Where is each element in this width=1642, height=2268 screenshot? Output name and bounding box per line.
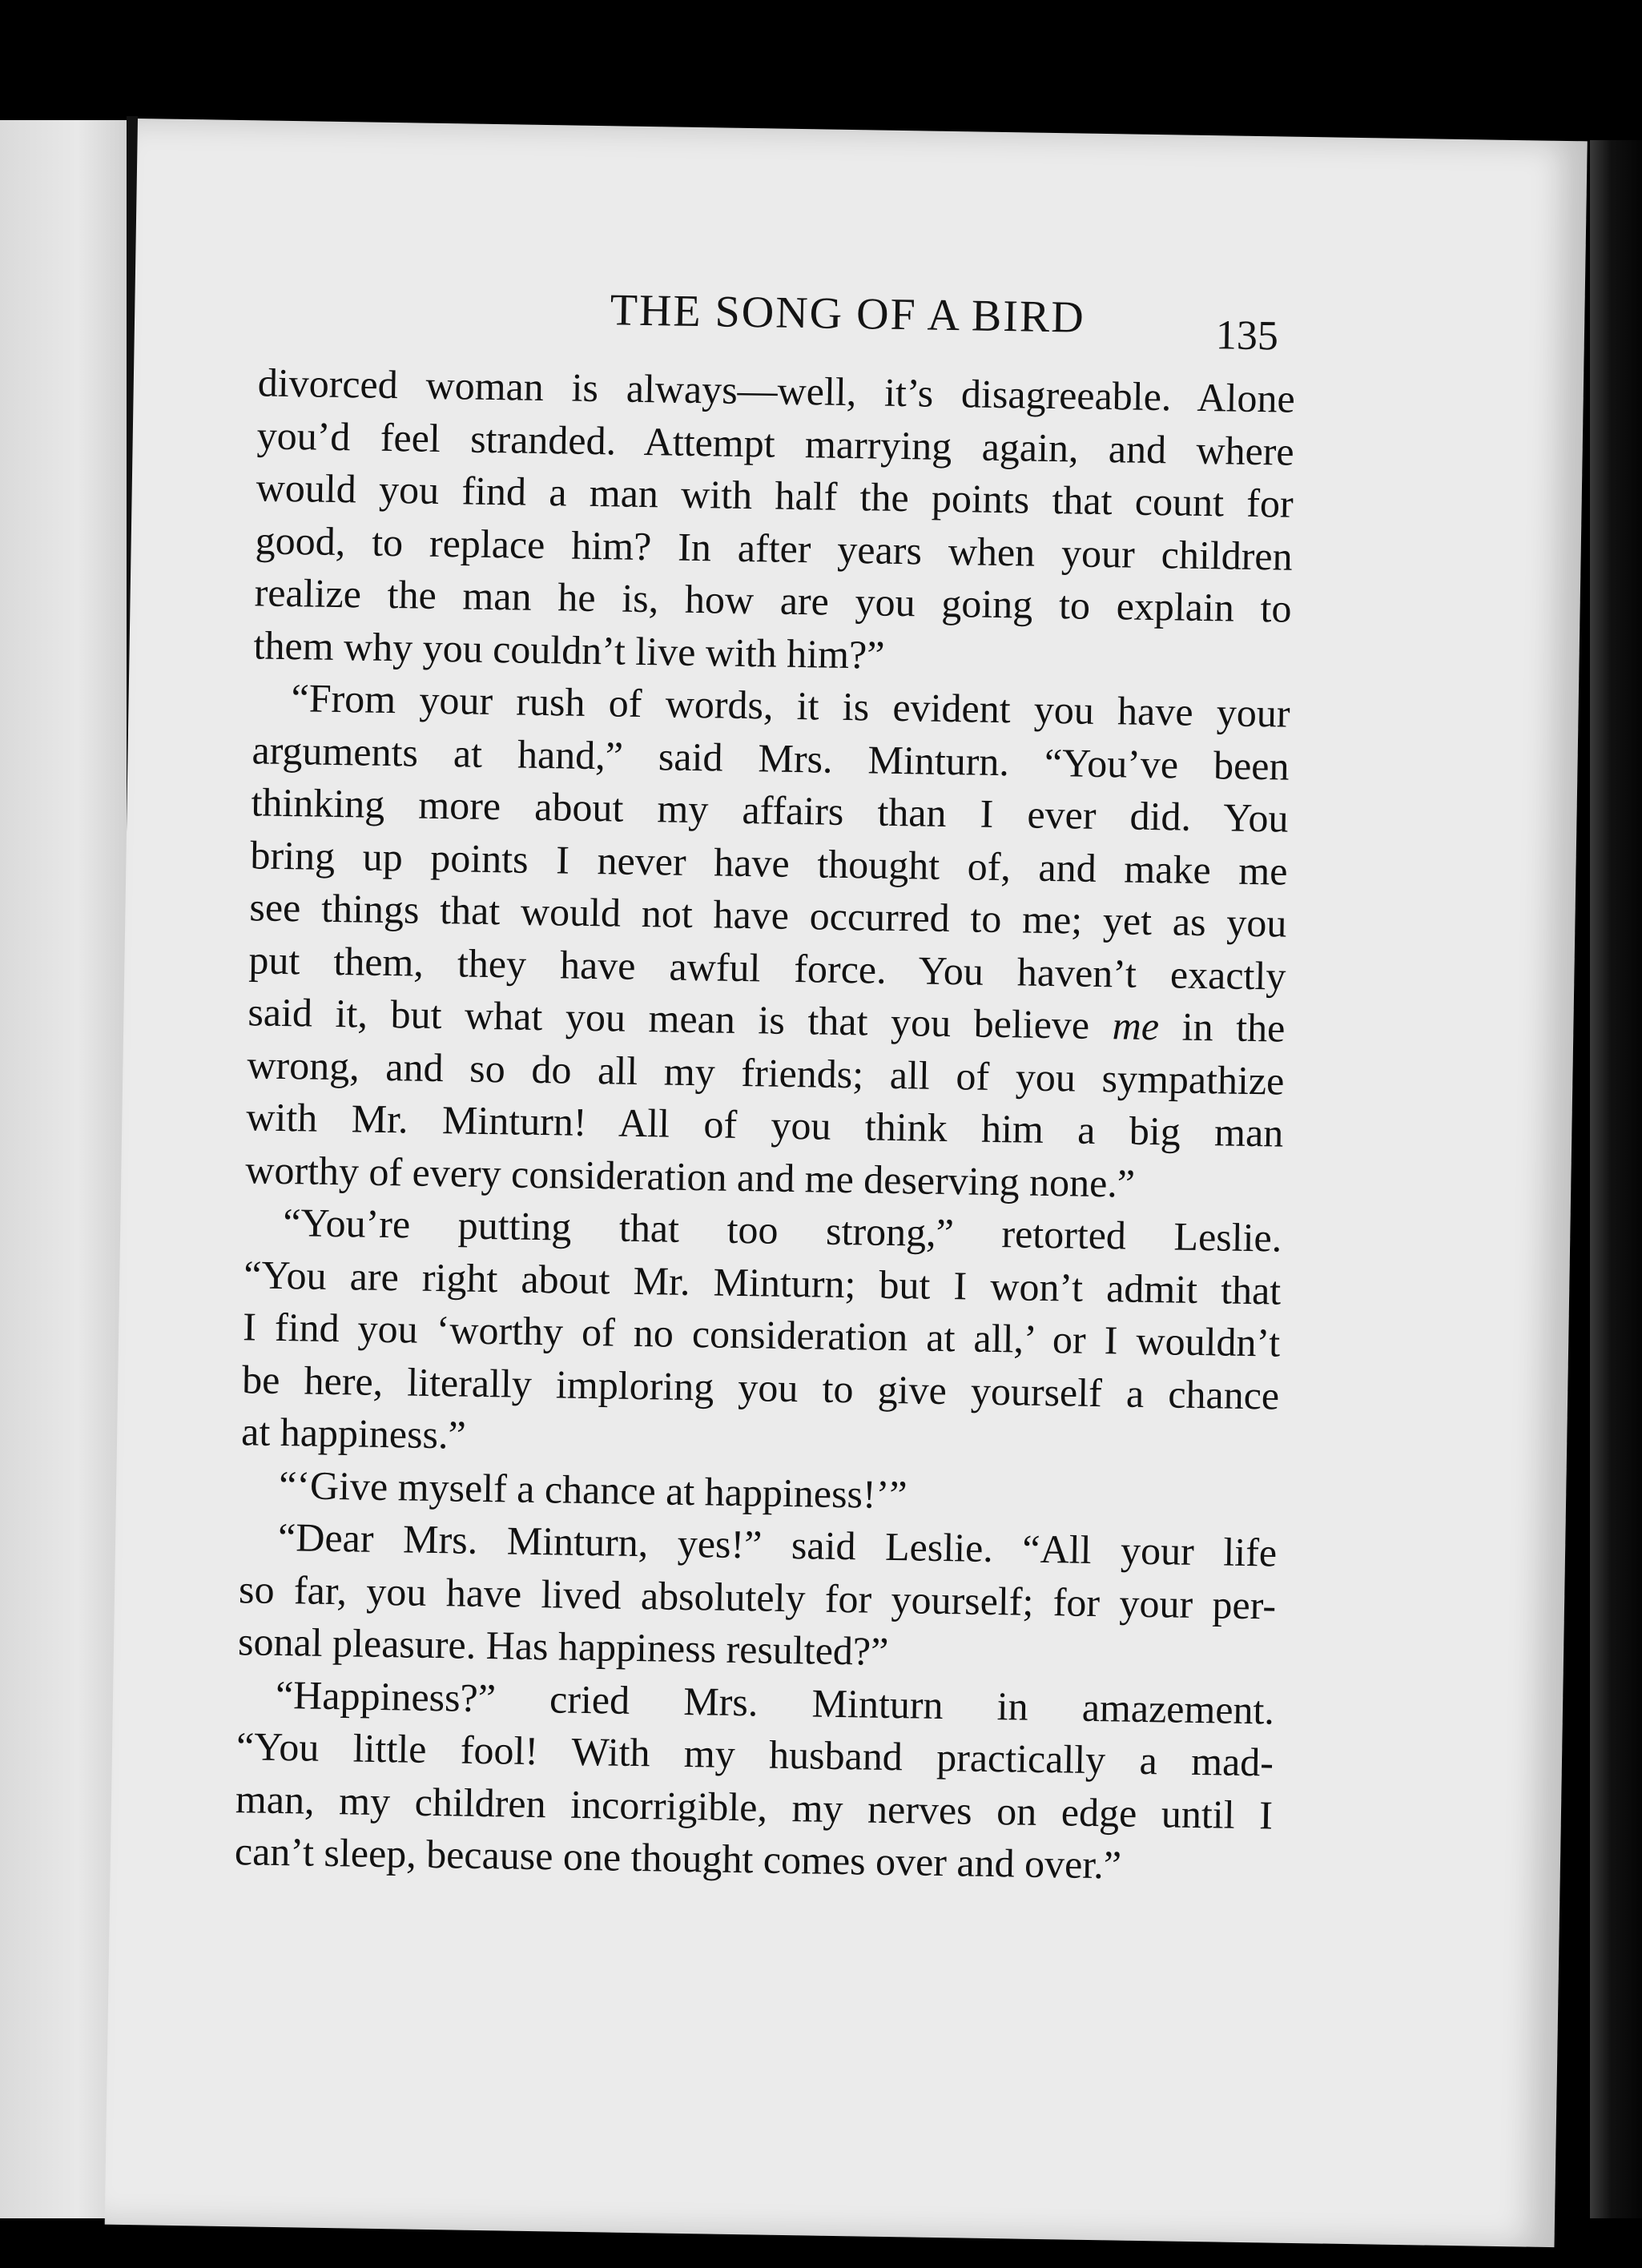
text-line: “You’re putting that too strong,” retorted Leslie. <box>282 1200 1282 1261</box>
text-line: realize the man he is, how are you going to explain to <box>254 569 1293 631</box>
text-line: can’t sleep, because one thought comes over and over.” <box>234 1828 1122 1888</box>
text-line: put them, they have awful force. You haven’t exactly <box>248 936 1286 999</box>
text-line: at happiness.” <box>240 1409 467 1458</box>
text-line: arguments at hand,” said Mrs. Minturn. “You’ve been <box>252 726 1290 789</box>
text-line: “You are right about Mr. Minturn; but I won’t admit that <box>243 1251 1282 1313</box>
text-line: sonal pleasure. Has happiness resulted?” <box>237 1619 889 1674</box>
page-number: 135 <box>1215 312 1279 360</box>
text-line: I find you ‘worthy of no consideration at all,’ or I wouldn’t <box>242 1304 1281 1365</box>
text-line: be here, literally imploring you to give yourself a chance <box>241 1356 1280 1418</box>
running-head: THE SONG OF A BIRD <box>610 285 1086 343</box>
body-text <box>235 356 1296 1894</box>
text-line: see things that would not have occurred to me; yet as you <box>249 884 1287 946</box>
text-line: man, my children incorrigible, my nerves on edge until I <box>235 1775 1274 1838</box>
text-line: “‘Give myself a chance at happiness!’” <box>278 1462 908 1517</box>
text-line: worthy of every consideration and me deserving none.” <box>244 1146 1136 1206</box>
text-line: so far, you have lived absolutely for yourself; for your per- <box>238 1566 1277 1628</box>
book-page <box>105 119 1588 2247</box>
text-line: them why you couldn’t live with him?” <box>253 621 885 678</box>
text-line: divorced woman is always—well, it’s disagreeable. Alone <box>257 360 1296 421</box>
text-line: said it, but what you mean is that you believe me in the <box>248 989 1286 1051</box>
text-line: “You little fool! With my husband practically a mad- <box>235 1723 1274 1785</box>
text-line: wrong, and so do all my friends; all of you sympathize <box>247 1041 1285 1104</box>
text-line: good, to replace him? In after years when your children <box>255 517 1294 579</box>
text-line: bring up points I never have thought of, and make me <box>250 831 1288 894</box>
text-line: would you find a man with half the points that count for <box>256 464 1294 526</box>
text-line: “Happiness?” cried Mrs. Minturn in amazement. <box>275 1671 1275 1733</box>
text-line: thinking more about my affairs than I ever did. You <box>251 779 1289 841</box>
text-line: “From your rush of words, it is evident you have your <box>291 675 1290 736</box>
text-line: with Mr. Minturn! All of you think him a big man <box>246 1094 1284 1156</box>
text-line: “Dear Mrs. Minturn, yes!” said Leslie. “All your life <box>277 1514 1278 1575</box>
text-line: you’d feel stranded. Attempt marrying again, and where <box>256 412 1295 474</box>
book-page-edges <box>1590 140 1642 2268</box>
